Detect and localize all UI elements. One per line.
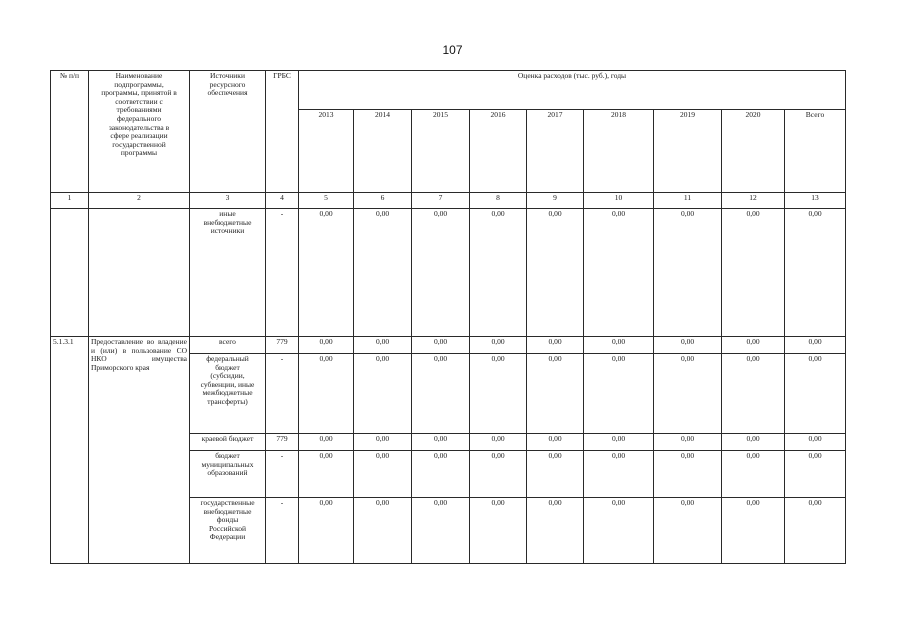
row-value: 0,00 [654, 209, 722, 337]
row-value: 0,00 [584, 498, 654, 564]
column-number: 3 [190, 193, 266, 209]
column-numbers-row [51, 193, 846, 209]
item-name: Предоставление во владение и (или) в пользование СО НКО имущества Приморского края [89, 337, 190, 564]
column-number: 2 [89, 193, 190, 209]
row-value: 0,00 [654, 451, 722, 498]
row-value: 0,00 [527, 209, 584, 337]
row-name-empty [89, 209, 190, 337]
row-number-empty [51, 209, 89, 337]
row-source: федеральный бюджет (субсидии, субвенции, иные межбюджетные трансферты) [190, 354, 266, 434]
row-value: 0,00 [722, 337, 785, 354]
row-value: 0,00 [722, 498, 785, 564]
header-number: № п/п [51, 71, 89, 193]
header-year: 2016 [470, 110, 527, 193]
column-number: 4 [266, 193, 299, 209]
row-value: 0,00 [299, 354, 354, 434]
row-value: 0,00 [412, 209, 470, 337]
row-value: 0,00 [354, 337, 412, 354]
row-value: 0,00 [299, 451, 354, 498]
row-value: 0,00 [412, 354, 470, 434]
header-source: Источники ресурсного обеспечения [190, 71, 266, 193]
header-year-total: Всего [785, 110, 846, 193]
row-value: 0,00 [299, 434, 354, 451]
row-value: 0,00 [412, 337, 470, 354]
row-value: 0,00 [785, 337, 846, 354]
row-value: 0,00 [412, 498, 470, 564]
column-number: 9 [527, 193, 584, 209]
row-value: 0,00 [722, 354, 785, 434]
row-value: 0,00 [722, 451, 785, 498]
row-value: 0,00 [584, 354, 654, 434]
row-value: 0,00 [354, 354, 412, 434]
row-value: 0,00 [299, 498, 354, 564]
row-grbs: - [266, 209, 299, 337]
item-number: 5.1.3.1 [51, 337, 89, 564]
column-number: 13 [785, 193, 846, 209]
row-value: 0,00 [470, 337, 527, 354]
column-number: 1 [51, 193, 89, 209]
row-value: 0,00 [785, 434, 846, 451]
row-source: иные внебюджетные источники [190, 209, 266, 337]
row-value: 0,00 [584, 337, 654, 354]
row-value: 0,00 [654, 498, 722, 564]
row-value: 0,00 [470, 434, 527, 451]
table-row [51, 209, 846, 337]
row-value: 0,00 [470, 498, 527, 564]
row-value: 0,00 [527, 451, 584, 498]
column-number: 6 [354, 193, 412, 209]
row-grbs: - [266, 451, 299, 498]
row-value: 0,00 [785, 354, 846, 434]
header-year: 2013 [299, 110, 354, 193]
header-year: 2019 [654, 110, 722, 193]
row-grbs: - [266, 354, 299, 434]
row-source: бюджет муниципальных образований [190, 451, 266, 498]
column-number: 8 [470, 193, 527, 209]
header-estimate: Оценка расходов (тыс. руб.), годы [299, 71, 846, 110]
row-grbs: - [266, 498, 299, 564]
row-value: 0,00 [412, 434, 470, 451]
row-value: 0,00 [354, 451, 412, 498]
row-value: 0,00 [785, 451, 846, 498]
column-number: 11 [654, 193, 722, 209]
row-source: государственные внебюджетные фонды Российской Федерации [190, 498, 266, 564]
header-year: 2015 [412, 110, 470, 193]
row-value: 0,00 [654, 434, 722, 451]
row-value: 0,00 [470, 209, 527, 337]
page-number: 107 [442, 43, 463, 57]
row-source: краевой бюджет [190, 434, 266, 451]
row-value: 0,00 [299, 337, 354, 354]
row-value: 0,00 [722, 209, 785, 337]
row-value: 0,00 [527, 337, 584, 354]
row-value: 0,00 [654, 354, 722, 434]
row-value: 0,00 [584, 451, 654, 498]
budget-table [50, 70, 846, 564]
header-grbs: ГРБС [266, 71, 299, 193]
row-value: 0,00 [470, 451, 527, 498]
column-number: 10 [584, 193, 654, 209]
header-year: 2018 [584, 110, 654, 193]
header-year: 2020 [722, 110, 785, 193]
row-grbs: 779 [266, 337, 299, 354]
column-number: 7 [412, 193, 470, 209]
header-year: 2017 [527, 110, 584, 193]
row-value: 0,00 [470, 354, 527, 434]
row-value: 0,00 [527, 354, 584, 434]
table-row [51, 337, 846, 354]
row-value: 0,00 [354, 434, 412, 451]
column-number: 5 [299, 193, 354, 209]
row-value: 0,00 [654, 337, 722, 354]
row-grbs: 779 [266, 434, 299, 451]
row-source: всего [190, 337, 266, 354]
row-value: 0,00 [785, 209, 846, 337]
row-value: 0,00 [354, 209, 412, 337]
column-number: 12 [722, 193, 785, 209]
row-value: 0,00 [584, 434, 654, 451]
row-value: 0,00 [527, 434, 584, 451]
row-value: 0,00 [412, 451, 470, 498]
row-value: 0,00 [354, 498, 412, 564]
row-value: 0,00 [299, 209, 354, 337]
row-value: 0,00 [785, 498, 846, 564]
row-value: 0,00 [527, 498, 584, 564]
row-value: 0,00 [584, 209, 654, 337]
header-year: 2014 [354, 110, 412, 193]
row-value: 0,00 [722, 434, 785, 451]
header-name: Наименование подпрограммы, программы, принятой в соответствии с требованиями федерального законодательства в сфере реализации государственной программы [89, 71, 190, 193]
